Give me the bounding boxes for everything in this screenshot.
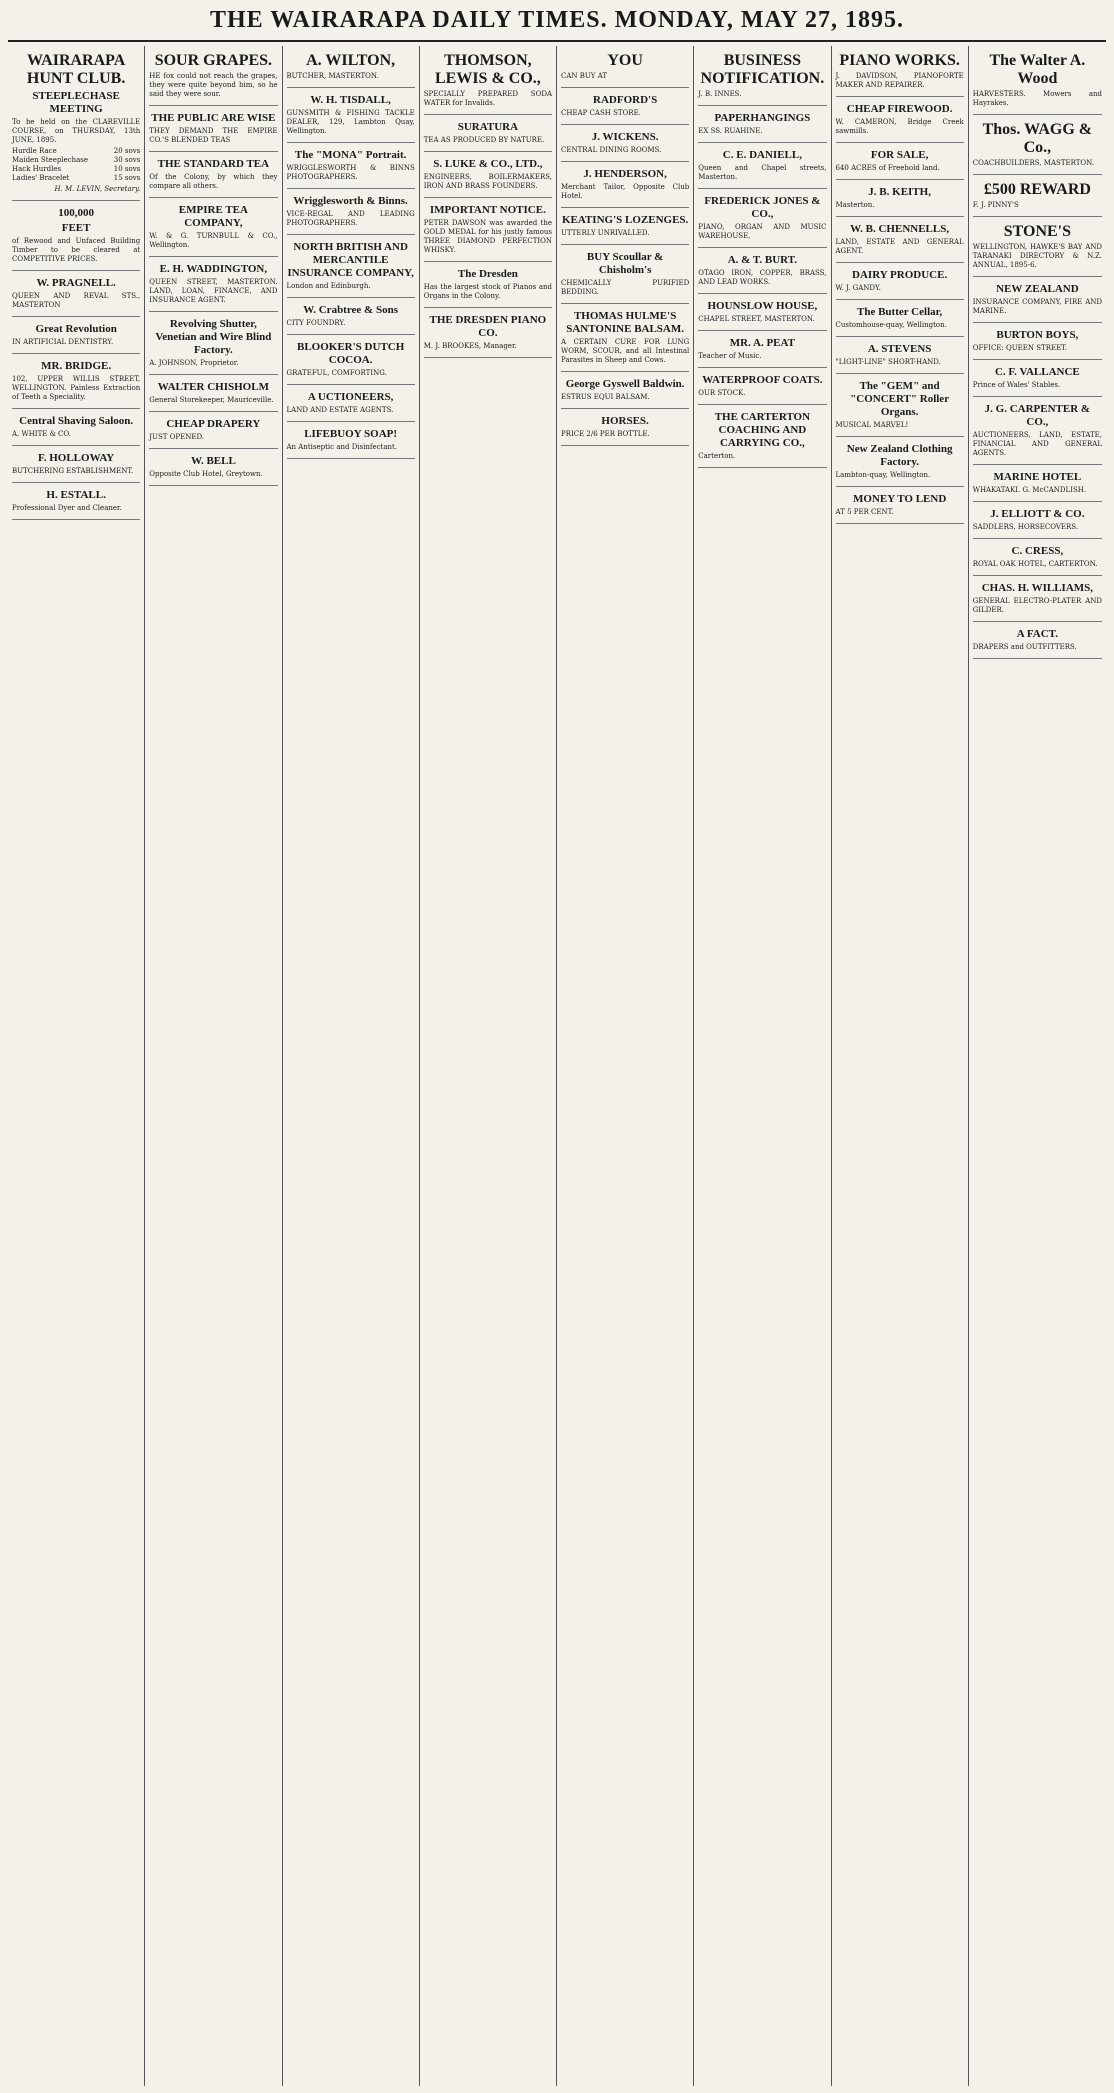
ad-list-label: Hack Hurdles (12, 165, 62, 173)
ad-headline: DAIRY PRODUCE. (852, 269, 948, 281)
ad-headline: IMPORTANT NOTICE. (429, 204, 546, 216)
ad-headline: FOR SALE, (870, 149, 929, 161)
ad-body: QUEEN STREET, MASTERTON. LAND, LOAN, FINANCE, AND INSURANCE AGENT. (149, 278, 278, 304)
ad-headline: Thos. WAGG & Co., (982, 121, 1093, 156)
ad-body: PETER DAWSON was awarded the GOLD MEDAL for his justly famous THREE DIAMOND PERFECTION WHISKY. (423, 219, 552, 254)
advertisement (561, 88, 689, 125)
advertisement (973, 576, 1102, 622)
ad-headline: LIFEBUOY SOAP! (304, 428, 398, 440)
ad-headline: MR. A. PEAT (729, 337, 795, 349)
ad-body: QUEEN AND REVAL STS., MASTERTON (12, 292, 141, 309)
ad-list-value: 15 sovs (113, 174, 141, 182)
ad-body: A CERTAIN CURE FOR LUNG WORM, SCOUR, and all Intestinal Parasites in Sheep and Cows. (561, 338, 690, 364)
column-4 (420, 46, 557, 2086)
advertisement (698, 106, 826, 143)
ad-body: London and Edinburgh. (286, 282, 371, 290)
advertisement (561, 125, 689, 162)
advertisement (973, 46, 1102, 115)
advertisement (12, 201, 140, 271)
ad-body: INSURANCE COMPANY, FIRE AND MARINE. (972, 298, 1102, 315)
advertisement (287, 88, 415, 143)
advertisement (836, 437, 964, 487)
advertisement (287, 335, 415, 385)
ad-body: 640 ACRES of Freehold land. (835, 164, 940, 172)
ad-body: F. J. PINNY'S (972, 201, 1019, 209)
advertisement (836, 263, 964, 300)
ad-headline: W. BELL (190, 455, 236, 467)
ad-body: GRATEFUL, COMFORTING. (286, 369, 387, 377)
ad-headline: The "MONA" Portrait. (294, 149, 407, 161)
ad-headline: SOUR GRAPES. (154, 52, 273, 69)
ad-headline: THE STANDARD TEA (157, 158, 270, 170)
ad-headline: KEATING'S LOZENGES. (561, 214, 689, 226)
advertisement (698, 331, 826, 368)
advertisement (973, 397, 1102, 465)
advertisement (973, 622, 1102, 659)
advertisement (287, 46, 415, 88)
ad-body: ENGINEERS, BOILERMAKERS, IRON AND BRASS FOUNDERS. (423, 173, 552, 190)
ad-body: A. JOHNSON, Proprietor. (149, 359, 239, 367)
advertisement (973, 175, 1102, 217)
ad-body: UTTERLY UNRIVALLED. (561, 229, 650, 237)
masthead-title: THE WAIRARAPA DAILY TIMES. MONDAY, MAY 27, 1895. (8, 0, 1106, 42)
ad-body: Lambton-quay, Wellington. (835, 471, 931, 479)
ad-body: CAN BUY AT (561, 72, 607, 80)
ad-headline: Wrigglesworth & Binns. (293, 195, 408, 207)
advertisement (973, 217, 1102, 277)
ad-list-value: 30 sovs (113, 156, 141, 164)
ad-headline: J. G. CARPENTER & CO., (984, 403, 1091, 428)
ad-body: W. CAMERON, Bridge Creek sawmills. (835, 118, 964, 135)
column-8 (969, 46, 1106, 2086)
ad-headline: MONEY TO LEND (852, 493, 947, 505)
advertisement (149, 152, 277, 198)
advertisement (836, 143, 964, 180)
ad-body: HARVESTERS. Mowers and Hayrakes. (972, 90, 1102, 107)
advertisement (424, 262, 552, 308)
column-2 (145, 46, 282, 2086)
ad-headline: THE PUBLIC ARE WISE (151, 112, 276, 124)
ad-headline: NEW ZEALAND (996, 283, 1079, 295)
ad-headline: Great Revolution (35, 323, 117, 335)
advertisement (149, 449, 277, 486)
ad-headline: George Gyswell Baldwin. (565, 378, 685, 390)
ad-body: LAND, ESTATE AND GENERAL AGENT. (835, 238, 964, 255)
advertisement (561, 245, 689, 304)
advertisement (424, 198, 552, 262)
ad-headline: New Zealand Clothing Factory. (846, 443, 953, 468)
ad-headline: FREDERICK JONES & CO., (704, 195, 821, 220)
ad-body: Professional Dyer and Cleaner. (12, 504, 122, 512)
ad-body: Carterton. (698, 452, 736, 460)
advertisement (973, 465, 1102, 502)
ad-body: ESTRUS EQUI BALSAM. (561, 393, 650, 401)
ad-headline: J. WICKENS. (591, 131, 659, 143)
ad-headline: £500 REWARD (983, 181, 1091, 198)
advertisement (698, 248, 826, 294)
ad-headline: THE CARTERTON COACHING AND CARRYING CO., (714, 411, 811, 449)
ad-body: CENTRAL DINING ROOMS. (561, 146, 662, 154)
ad-headline: PAPERHANGINGS (714, 112, 811, 124)
advertisement (698, 294, 826, 331)
column-5 (557, 46, 694, 2086)
ad-body: ROYAL OAK HOTEL, CARTERTON. (972, 560, 1098, 568)
ad-headline: THOMSON, LEWIS & CO., (434, 52, 541, 87)
ad-headline: BLOOKER'S DUTCH COCOA. (296, 341, 405, 366)
advertisement (836, 217, 964, 263)
ad-body: PIANO, ORGAN AND MUSIC WAREHOUSE. (698, 223, 827, 240)
ad-headline: J. HENDERSON, (583, 168, 667, 180)
ad-headline: BURTON BOYS, (996, 329, 1079, 341)
ad-list-value: 10 sovs (113, 165, 141, 173)
ad-headline: J. ELLIOTT & CO. (990, 508, 1085, 520)
ad-body: HE fox could not reach the grapes, they were quite beyond him, so he said they were sour. (149, 72, 278, 98)
ad-body: JUST OPENED. (149, 433, 205, 441)
advertisement (287, 189, 415, 235)
advertisement (973, 539, 1102, 576)
ad-list-item (12, 147, 140, 156)
advertisement (698, 405, 826, 468)
ad-headline: A FACT. (1016, 628, 1058, 640)
ad-headline: EMPIRE TEA COMPANY, (178, 204, 248, 229)
ad-body: AUCTIONEERS, LAND, ESTATE, FINANCIAL AND GENERAL AGENTS. (972, 431, 1102, 457)
ad-headline: The Butter Cellar, (857, 306, 943, 318)
advertisement (149, 375, 277, 412)
ad-body: General Storekeeper, Mauriceville. (149, 396, 274, 404)
ad-headline: W. B. CHENNELLS, (850, 223, 950, 235)
ad-headline: A. WILTON, (306, 52, 396, 69)
ad-list-item (12, 174, 140, 183)
ad-body: OUR STOCK. (698, 389, 746, 397)
advertisement (836, 487, 964, 524)
ad-body: CITY FOUNDRY. (286, 319, 346, 327)
ad-body: WHAKATAKI. G. McCANDLISH. (972, 486, 1087, 494)
advertisement (973, 115, 1102, 175)
advertisement (561, 162, 689, 208)
column-6 (694, 46, 831, 2086)
ad-body: of Rewood and Unfaced Building Timber to be cleared at COMPETITIVE PRICES. (12, 237, 141, 263)
ad-body: DRAPERS and OUTFITTERS. (972, 643, 1077, 651)
ad-headline: C. E. DANIELL, (722, 149, 802, 161)
ad-headline: A. & T. BURT. (727, 254, 798, 266)
advertisement (424, 115, 552, 152)
ad-headline: J. B. KEITH, (868, 186, 931, 198)
advertisement (836, 337, 964, 374)
ad-headline: C. CRESS, (1011, 545, 1064, 557)
ad-body: MUSICAL MARVEL! (835, 421, 909, 429)
ad-headline: RADFORD'S (593, 94, 658, 106)
advertisement (561, 46, 689, 88)
ad-body: CHEAP CASH STORE. (561, 109, 641, 117)
ad-body: VICE-REGAL AND LEADING PHOTOGRAPHERS. (286, 210, 415, 227)
ad-headline: MR. BRIDGE. (41, 360, 112, 372)
advertisement (698, 46, 826, 106)
ad-body: AT 5 PER CENT. (835, 508, 894, 516)
advertisement (12, 483, 140, 520)
ad-body: TEA AS PRODUCED BY NATURE. (423, 136, 545, 144)
ad-body: GUNSMITH & FISHING TACKLE DEALER, 129, Lambton Quay, Wellington. (286, 109, 415, 135)
ad-body: M. J. BROOKES, Manager. (423, 342, 517, 350)
ad-list-label: Ladies' Bracelet (12, 174, 70, 182)
ad-headline: HORSES. (601, 415, 649, 427)
ad-headline: A UCTIONEERS, (307, 391, 394, 403)
ad-body: Has the largest stock of Pianos and Organs in the Colony. (423, 283, 552, 300)
ad-headline: Revolving Shutter, Venetian and Wire Blind Factory. (155, 318, 272, 356)
advertisement (836, 97, 964, 143)
ad-list-value: 20 sovs (113, 147, 141, 155)
ad-body: CHAPEL STREET, MASTERTON. (698, 315, 815, 323)
ad-headline: Central Shaving Saloon. (19, 415, 134, 427)
ad-body: Prince of Wales' Stables. (972, 381, 1061, 389)
advertisement (149, 106, 277, 152)
ad-headline: W. PRAGNELL. (36, 277, 116, 289)
ad-body: IN ARTIFICIAL DENTISTRY. (12, 338, 114, 346)
advertisement (149, 198, 277, 257)
ad-headline: STONE'S (1003, 223, 1072, 240)
ad-body: WRIGGLESWORTH & BINNS PHOTOGRAPHERS. (286, 164, 415, 181)
ad-body: W. J. GANDY. (835, 284, 881, 292)
ad-body: SADDLERS. HORSECOVERS. (972, 523, 1079, 531)
ad-headline: SURATURA (457, 121, 519, 133)
advertisement (424, 46, 552, 115)
ad-headline: H. ESTALL. (46, 489, 106, 501)
advertisement (973, 360, 1102, 397)
ad-subheadline: FEET (61, 222, 91, 234)
ad-body: Of the Colony, by which they compare all others. (149, 173, 278, 190)
ad-subheadline: STEEPLECHASE MEETING (32, 90, 120, 115)
ad-body: J. B. INNES. (698, 90, 742, 98)
advertisement (287, 385, 415, 422)
ad-headline: The Walter A. Wood (989, 52, 1086, 87)
ad-body: Customhouse-quay, Wellington. (835, 321, 947, 329)
ad-headline: WATERPROOF COATS. (702, 374, 823, 386)
advertisement (561, 208, 689, 245)
advertisement (424, 308, 552, 358)
advertisement (12, 271, 140, 317)
advertisement (836, 46, 964, 97)
ad-headline: MARINE HOTEL (993, 471, 1082, 483)
ad-body: GENERAL ELECTRO-PLATER AND GILDER. (972, 597, 1102, 614)
ad-list-label: Hurdle Race (12, 147, 57, 155)
column-3 (283, 46, 420, 2086)
advertisement (424, 152, 552, 198)
ad-headline: F. HOLLOWAY (38, 452, 115, 464)
ad-headline: C. F. VALLANCE (994, 366, 1080, 378)
ad-headline: BUSINESS NOTIFICATION. (700, 52, 825, 87)
ad-body: Opposite Club Hotel, Greytown. (149, 470, 263, 478)
ad-body: LAND AND ESTATE AGENTS. (286, 406, 394, 414)
advertisement (149, 257, 277, 312)
ad-headline: NORTH BRITISH AND MERCANTILE INSURANCE COMPANY, (287, 241, 414, 279)
advertisement (836, 374, 964, 437)
advertisement (287, 235, 415, 298)
ad-signature: H. M. LEVIN, Secretary. (54, 185, 141, 193)
advertisement (973, 502, 1102, 539)
ad-body: W. & G. TURNBULL & CO., Wellington. (149, 232, 278, 249)
ad-body: Teacher of Music. (698, 352, 762, 360)
advertisement (287, 143, 415, 189)
advertisement (836, 300, 964, 337)
advertisement (12, 446, 140, 483)
advertisement (973, 323, 1102, 360)
advertisement (973, 277, 1102, 323)
advertisement (561, 372, 689, 409)
ad-body: Queen and Chapel streets, Masterton. (698, 164, 827, 181)
ad-headline: THE DRESDEN PIANO CO. (429, 314, 547, 339)
ad-headline: BUY Scoullar & Chisholm's (586, 251, 664, 276)
advertisement (12, 46, 140, 201)
ad-headline: CHEAP FIREWOOD. (846, 103, 953, 115)
ad-headline: W. Crabtree & Sons (303, 304, 398, 316)
advertisement (561, 304, 689, 372)
ad-headline: W. H. TISDALL, (310, 94, 391, 106)
column-1 (8, 46, 145, 2086)
ad-body: 102, UPPER WILLIS STREET, WELLINGTON. Painless Extraction of Teeth a Speciality. (12, 375, 141, 401)
ad-body: BUTCHER, MASTERTON. (286, 72, 379, 80)
ad-body: Masterton. (835, 201, 875, 209)
ad-body: To be held on the CLAREVILLE COURSE, on THURSDAY, 13th JUNE, 1895. (12, 118, 141, 144)
ad-body: OFFICE: QUEEN STREET. (972, 344, 1068, 352)
advertisement (698, 368, 826, 405)
ad-list-item (12, 156, 140, 165)
ad-headline: The Dresden (457, 268, 518, 280)
ad-headline: CHEAP DRAPERY (166, 418, 261, 430)
advertisement (561, 409, 689, 446)
ad-headline: WAIRARAPA HUNT CLUB. (26, 52, 126, 87)
ad-body: OTAGO IRON, COPPER, BRASS, AND LEAD WORKS. (698, 269, 827, 286)
column-7 (832, 46, 969, 2086)
advertisement (12, 354, 140, 409)
advertisement (12, 317, 140, 354)
ad-headline: THOMAS HULME'S SANTONINE BALSAM. (566, 310, 685, 335)
ad-body: J. DAVIDSON, PIANOFORTE MAKER AND REPAIRER. (835, 72, 964, 89)
ad-list-item (12, 165, 140, 174)
ad-body: PRICE 2/6 PER BOTTLE. (561, 430, 650, 438)
ad-headline: WALTER CHISHOLM (157, 381, 269, 393)
advertisement (149, 46, 277, 106)
ad-headline: A. STEVENS (867, 343, 932, 355)
ad-headline: E. H. WADDINGTON, (159, 263, 268, 275)
advertisement (698, 143, 826, 189)
ad-headline: 100,000 (58, 207, 94, 219)
advertisement (287, 422, 415, 459)
ad-headline: HOUNSLOW HOUSE, (707, 300, 818, 312)
advertisement (836, 180, 964, 217)
newspaper-columns (8, 46, 1106, 2086)
ad-headline: YOU (607, 52, 643, 69)
ad-list-label: Maiden Steeplechase (12, 156, 89, 164)
ad-body: WELLINGTON, HAWKE'S BAY AND TARANAKI DIRECTORY & N.Z. ANNUAL, 1895-6. (972, 243, 1102, 269)
advertisement (149, 312, 277, 375)
ad-list (12, 147, 140, 183)
ad-body: An Antiseptic and Disinfectant. (286, 443, 398, 451)
advertisement (149, 412, 277, 449)
ad-body: Merchant Tailor, Opposite Club Hotel. (561, 183, 690, 200)
ad-body: SPECIALLY PREPARED SODA WATER for Invalids. (423, 90, 552, 107)
ad-body: CHEMICALLY PURIFIED BEDDING. (561, 279, 690, 296)
ad-body: BUTCHERING ESTABLISHMENT. (12, 467, 134, 475)
advertisement (12, 409, 140, 446)
ad-headline: S. LUKE & CO., LTD., (433, 158, 543, 170)
ad-headline: CHAS. H. WILLIAMS, (981, 582, 1094, 594)
ad-body: THEY DEMAND THE EMPIRE CO.'S BLENDED TEAS (149, 127, 278, 144)
ad-body: EX SS. RUAHINE. (698, 127, 763, 135)
ad-headline: PIANO WORKS. (839, 52, 960, 69)
ad-headline: The "GEM" and "CONCERT" Roller Organs. (850, 380, 950, 418)
ad-body: A. WHITE & CO. (12, 430, 71, 438)
advertisement (287, 298, 415, 335)
ad-body: "LIGHT-LINE" SHORT-HAND. (835, 358, 941, 366)
advertisement (698, 189, 826, 248)
ad-body: COACHBUILDERS, MASTERTON. (972, 159, 1095, 167)
